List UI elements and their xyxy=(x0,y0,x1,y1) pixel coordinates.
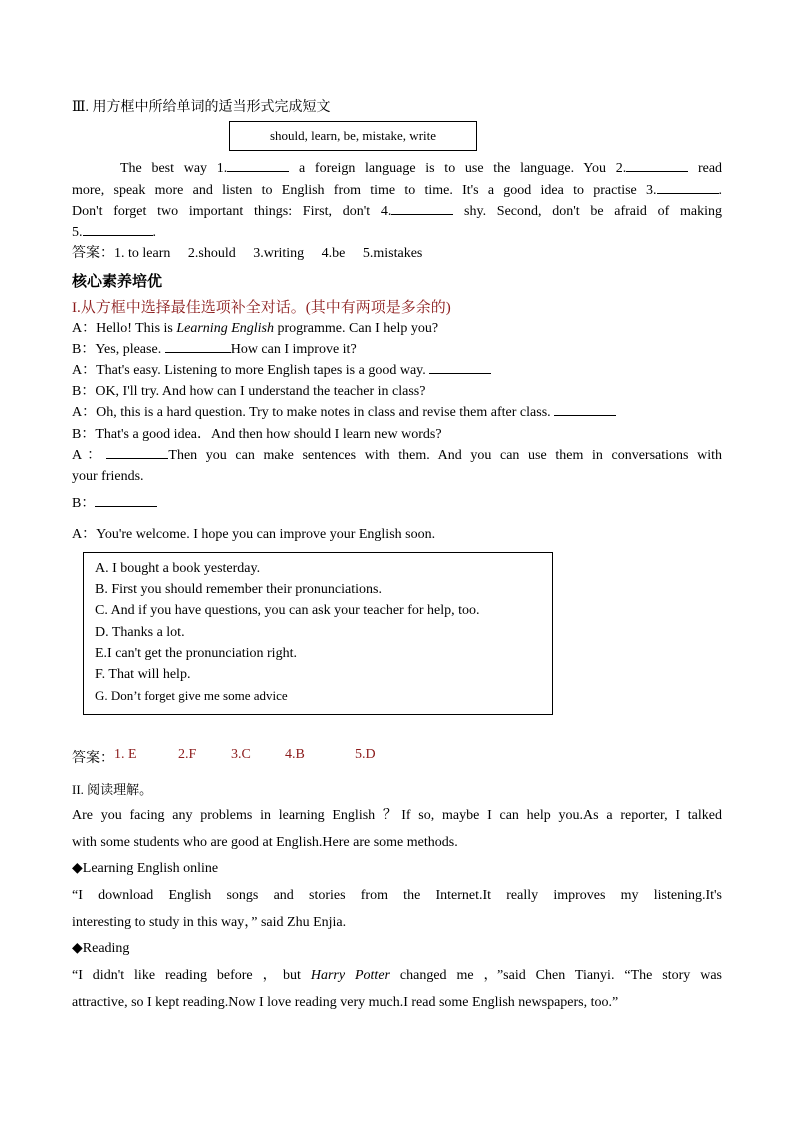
dialogue-text: A：Oh, this is a hard question. Try to make notes in class and revise them after class. xyxy=(72,405,555,420)
passage-text: 5. xyxy=(72,225,83,240)
dialogue-blank-5[interactable] xyxy=(95,494,157,507)
section-heading: Ⅲ. 用方框中所给单词的适当形式完成短文 xyxy=(72,100,331,115)
core-answer: 3.C xyxy=(231,747,251,762)
dialogue-text: B： xyxy=(72,496,96,511)
dialogue-line xyxy=(72,494,722,514)
dialogue-text: A：That's easy. Listening to more English tapes is a good way. xyxy=(72,363,430,378)
option-item: G. Don’t forget give me some advice xyxy=(95,688,288,703)
reading-text: changed me ，”said Chen Tianyi. “The story was xyxy=(389,968,722,983)
answer-blank-4[interactable] xyxy=(391,202,453,215)
option-item: C. And if you have questions, you can ask your teacher for help, too. xyxy=(95,603,480,618)
passage-line-2 xyxy=(72,181,722,201)
answer-blank-2[interactable] xyxy=(626,159,688,172)
passage-line-4 xyxy=(72,223,722,243)
passage-text: The best way 1. xyxy=(120,161,228,176)
section3-answer: 答案：1. to learn 2.should 3.writing 4.be 5.mistakes xyxy=(72,246,423,261)
core-answer: 5.D xyxy=(355,747,376,762)
options-box xyxy=(83,552,553,715)
passage-line-1 xyxy=(72,159,722,179)
option-item: A. I bought a book yesterday. xyxy=(95,561,261,576)
dialogue-text: Then you can make sentences with them. And you can use them in conversations with xyxy=(168,448,722,463)
option-item: E.I can't get the pronunciation right. xyxy=(95,646,297,661)
answer-blank-5[interactable] xyxy=(83,223,153,236)
dialogue-line xyxy=(72,340,722,360)
dialogue-line: B：That's a good idea．And then how should I learn new words? xyxy=(72,427,442,442)
dialogue-blank-4[interactable] xyxy=(106,446,168,459)
core-answer: 4.B xyxy=(285,747,305,762)
subheading-text: Learning English online xyxy=(82,861,219,876)
dialogue-line: your friends. xyxy=(72,469,144,484)
reading-subheading xyxy=(72,939,722,959)
passage-line-3 xyxy=(72,202,722,222)
reading-line: Are you facing any problems in learning English ？If so, maybe I can help you.As a reporter, I talked xyxy=(72,808,722,823)
core-answer: 2.F xyxy=(178,747,197,762)
word-box: should, learn, be, mistake, write xyxy=(229,121,477,151)
passage-text: Don't forget two important things: First, don't 4. xyxy=(72,204,392,219)
dialogue-blank-3[interactable] xyxy=(554,403,616,416)
part2-title: II. 阅读理解。 xyxy=(72,782,153,797)
programme-name: Learning English xyxy=(176,321,274,336)
passage-text: a foreign language is to use the language. You 2. xyxy=(298,161,627,176)
part1-title: I.从方框中选择最佳选项补全对话。(其中有两项是多余的) xyxy=(72,300,451,316)
core-answer-label: 答案： xyxy=(72,751,114,766)
option-item: D. Thanks a lot. xyxy=(95,625,185,640)
dialogue-text: A： xyxy=(72,448,107,463)
reading-text: “I didn't like reading before ，but xyxy=(72,968,311,983)
passage-text: . xyxy=(152,225,156,240)
book-title: Harry Potter xyxy=(310,968,390,983)
passage-text: . xyxy=(718,183,722,198)
answer-blank-1[interactable] xyxy=(227,159,289,172)
dialogue-blank-2[interactable] xyxy=(429,361,491,374)
core-heading: 核心素养培优 xyxy=(72,274,163,290)
dialogue-line xyxy=(72,319,722,339)
reading-line: “I download English songs and stories from the Internet.It really improves my listening.It's xyxy=(72,888,722,903)
dialogue-line: B：OK, I'll try. And how can I understand the teacher in class? xyxy=(72,384,426,399)
reading-line: with some students who are good at English.Here are some methods. xyxy=(72,835,458,850)
reading-line xyxy=(72,966,722,986)
subheading-text: Reading xyxy=(82,941,130,956)
reading-subheading xyxy=(72,859,722,879)
reading-line: attractive, so I kept reading.Now I love reading very much.I read some English newspapers, too.” xyxy=(72,995,619,1010)
option-item: F. That will help. xyxy=(95,667,191,682)
dialogue-line xyxy=(72,446,722,466)
core-answer: 1. E xyxy=(114,747,137,762)
passage-text: shy. Second, don't be afraid of making xyxy=(464,204,722,219)
diamond-bullet-icon: ◆ xyxy=(72,941,83,956)
dialogue-text: A：Hello! This is xyxy=(72,321,177,336)
dialogue-blank-1[interactable] xyxy=(165,340,231,353)
option-item: B. First you should remember their pronunciations. xyxy=(95,582,382,597)
reading-line: interesting to study in this way，” said Zhu Enjia. xyxy=(72,915,347,930)
answer-blank-3[interactable] xyxy=(657,181,719,194)
dialogue-line: A：You're welcome. I hope you can improve your English soon. xyxy=(72,527,436,542)
dialogue-line xyxy=(72,361,722,381)
diamond-bullet-icon: ◆ xyxy=(72,861,83,876)
dialogue-text: programme. Can I help you? xyxy=(273,321,439,336)
passage-text: more, speak more and listen to English from time to time. It's a good idea to practise 3. xyxy=(72,183,657,198)
dialogue-line xyxy=(72,403,722,423)
dialogue-text: How can I improve it? xyxy=(230,342,357,357)
passage-text: read xyxy=(697,161,723,176)
dialogue-text: B：Yes, please. xyxy=(72,342,165,357)
